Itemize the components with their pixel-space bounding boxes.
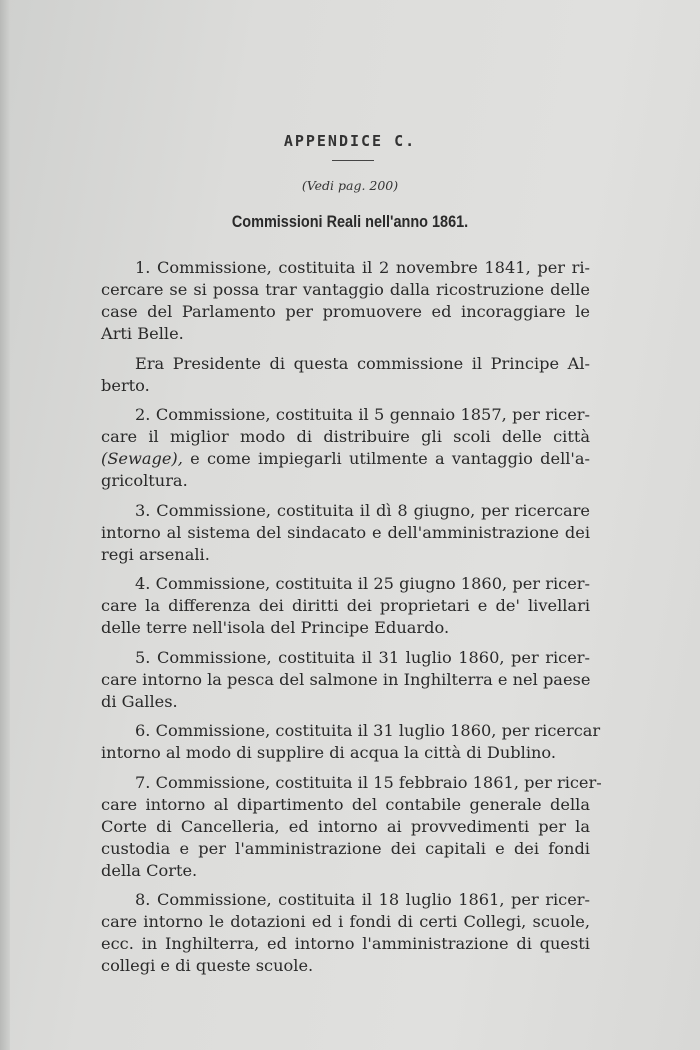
text-line: Arti Belle. (101, 324, 184, 343)
text-line: della Corte. (101, 860, 198, 880)
paragraph (101, 772, 602, 882)
paragraph (101, 647, 590, 713)
section-title: Commissioni Reali nell'anno 1861. (231, 212, 469, 231)
text-line: 5. Commissione, costituita il 31 luglio 1860, per ricer- (135, 647, 590, 667)
text-line: 3. Commissione, costituita il dì 8 giugno, per ricercare (135, 500, 590, 520)
paragraph (101, 353, 590, 397)
text-line: 2. Commissione, costituita il 5 gennaio 1857, per ricer- (135, 405, 590, 424)
text-line: di Galles. (101, 691, 178, 711)
text-line: 1. Commissione, costituita il 2 novembre 1841, per ri- (135, 258, 590, 277)
paragraph (101, 500, 590, 566)
text-line: intorno al sistema del sindacato e dell'amministrazione dei (101, 522, 590, 542)
body-text (101, 257, 602, 985)
text-line: 7. Commissione, costituita il 15 febbraio 1861, per ricer- (135, 772, 602, 792)
text-line: care intorno la pesca del salmone in Inghilterra e nel paese (101, 669, 591, 689)
text-line: delle terre nell'isola del Principe Eduardo. (101, 618, 450, 637)
text-line: custodia e per l'amministrazione dei capitali e dei fondi (101, 838, 590, 858)
text-line: care la differenza dei diritti dei proprietari e de' livellari (101, 596, 590, 615)
paragraph (101, 573, 590, 639)
heading-rule (332, 160, 374, 161)
paragraph (101, 720, 601, 764)
page-edge-shadow (0, 0, 10, 1050)
text-line: care intorno al dipartimento del contabile generale della (101, 794, 590, 814)
text-line: regi arsenali. (101, 544, 210, 564)
text-line: Corte di Cancelleria, ed intorno ai provvedimenti per la (101, 816, 590, 836)
text-line: collegi e di queste scuole. (101, 956, 314, 975)
text-line: 4. Commissione, costituita il 25 giugno 1860, per ricer- (135, 574, 590, 593)
text-line: cercare se si possa trar vantaggio dalla ricostruzione delle (101, 280, 590, 299)
appendix-heading: APPENDICE C. (283, 132, 417, 150)
text-line: case del Parlamento per promuovere ed incoraggiare le (101, 302, 590, 321)
text-line: 8. Commissione, costituita il 18 luglio 1861, per ricer- (135, 890, 590, 909)
text-line: (Sewage), e come impiegarli utilmente a vantaggio dell'a- (101, 449, 590, 468)
text-line: berto. (101, 375, 150, 395)
text-line: care il miglior modo di distribuire gli scoli delle città (101, 427, 590, 446)
text-line: gricoltura. (101, 471, 188, 490)
paragraph (101, 257, 590, 345)
text-line: ecc. in Inghilterra, ed intorno l'amministrazione di questi (101, 934, 590, 953)
text-line: 6. Commissione, costituita il 31 luglio 1860, per ricercar (135, 721, 601, 740)
page-reference: (Vedi pag. 200) (301, 178, 399, 193)
text-line: intorno al modo di supplire di acqua la città di Dublino. (101, 743, 557, 762)
paragraph (101, 404, 590, 492)
paragraph (101, 889, 590, 977)
text-line: Era Presidente di questa commissione il Principe Al- (135, 353, 590, 373)
text-line: care intorno le dotazioni ed i fondi di certi Collegi, scuole, (101, 912, 590, 931)
